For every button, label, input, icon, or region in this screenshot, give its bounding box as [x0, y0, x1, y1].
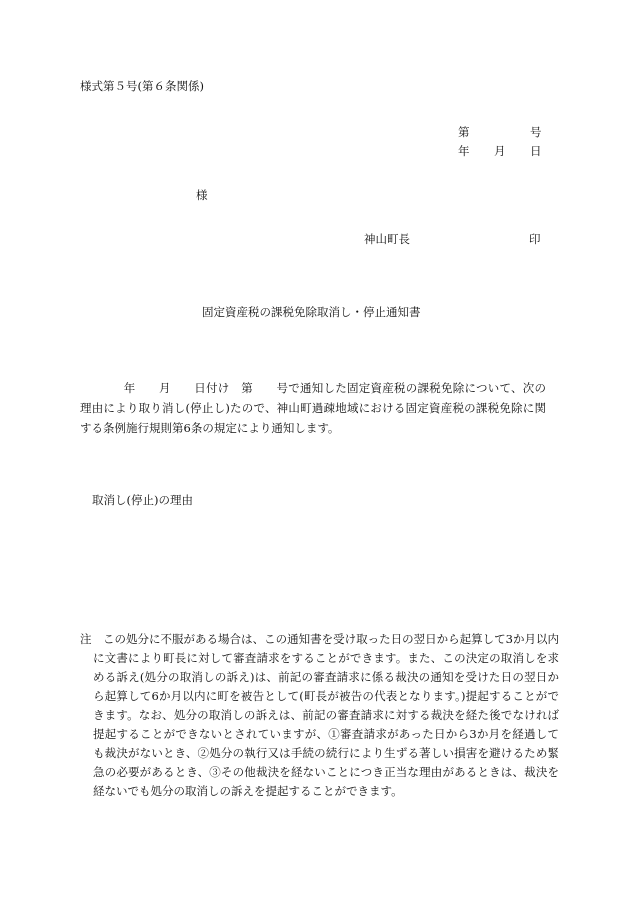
issuer-name: 神山町長	[364, 232, 410, 246]
date-day: 日	[530, 144, 542, 158]
addressee-suffix: 様	[196, 188, 208, 202]
reason-label: 取消し(停止)の理由	[92, 493, 193, 507]
appeal-note: 注 この処分に不服がある場合は、この通知書を受け取った日の翌日から起算して3か月以内に文書により町長に対して審査請求をすることができます。また、この決定の取消しを求める訴え(処分の取消しの訴え)は、前記の審査請求に係る裁決の通知を受けた日の翌日から起算して6か月以内に町を被告として(町長が被告の代表となります。)提起することができます。なお、処分の取消しの訴えは、前記の審査請求に対する裁決を経た後でなければ提起することができないとされていますが、①審査請求があった日から3か月を経過しても裁決がないとき、②処分の執行又は手続の続行により生ずる著しい損害を避けるため緊急の必要があるとき、③その他裁決を経ないことにつき正当な理由があるときは、裁決を経ないでも処分の取消しの訴えを提起することができます。	[80, 632, 559, 798]
doc-number-suffix: 号	[530, 125, 542, 139]
doc-number-prefix: 第	[458, 125, 470, 139]
seal-mark: 印	[529, 232, 541, 246]
date-month: 月	[494, 144, 506, 158]
body-paragraph: 年 月 日付け 第 号で通知した固定資産税の課税免除について、次の理由により取り消し(停止し)たので、神山町過疎地域における固定資産税の課税免除に関する条例施行規則第6条の規定により通知します。	[80, 381, 546, 435]
document-title: 固定資産税の課税免除取消し・停止通知書	[202, 305, 421, 319]
form-number: 様式第５号(第６条関係)	[80, 79, 204, 93]
date-year: 年	[458, 144, 470, 158]
